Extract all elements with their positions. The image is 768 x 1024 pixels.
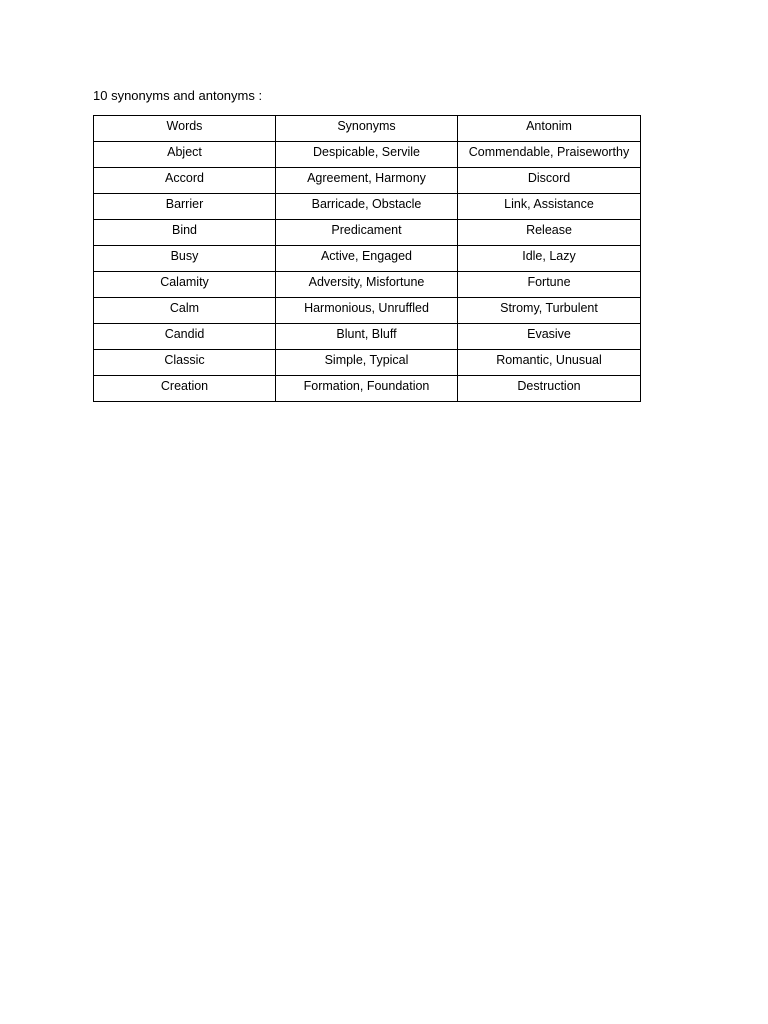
table-row [94, 246, 641, 272]
word-cell: Calm [94, 298, 276, 324]
table-header-row [94, 116, 641, 142]
antonyms-cell: Link, Assistance [458, 194, 641, 220]
antonyms-cell: Evasive [458, 324, 641, 350]
antonyms-cell: Romantic, Unusual [458, 350, 641, 376]
word-cell: Candid [94, 324, 276, 350]
antonyms-cell: Discord [458, 168, 641, 194]
synonyms-cell: Despicable, Servile [276, 142, 458, 168]
synonyms-cell: Harmonious, Unruffled [276, 298, 458, 324]
antonyms-cell: Stromy, Turbulent [458, 298, 641, 324]
table-row [94, 324, 641, 350]
antonyms-cell: Release [458, 220, 641, 246]
synonyms-cell: Active, Engaged [276, 246, 458, 272]
synonyms-antonyms-table [93, 115, 641, 402]
table-row [94, 298, 641, 324]
word-cell: Creation [94, 376, 276, 402]
antonyms-cell: Fortune [458, 272, 641, 298]
synonyms-cell: Predicament [276, 220, 458, 246]
word-cell: Abject [94, 142, 276, 168]
word-cell: Bind [94, 220, 276, 246]
synonyms-cell: Simple, Typical [276, 350, 458, 376]
antonyms-cell: Commendable, Praiseworthy [458, 142, 641, 168]
word-cell: Classic [94, 350, 276, 376]
table-row [94, 376, 641, 402]
synonyms-cell: Adversity, Misfortune [276, 272, 458, 298]
document-title: 10 synonyms and antonyms : [93, 88, 263, 103]
table-row [94, 142, 641, 168]
table-row [94, 220, 641, 246]
word-cell: Accord [94, 168, 276, 194]
header-antonim: Antonim [458, 116, 641, 142]
synonyms-cell: Barricade, Obstacle [276, 194, 458, 220]
word-cell: Calamity [94, 272, 276, 298]
table-row [94, 350, 641, 376]
header-synonyms: Synonyms [276, 116, 458, 142]
word-cell: Busy [94, 246, 276, 272]
table-row [94, 272, 641, 298]
synonyms-cell: Agreement, Harmony [276, 168, 458, 194]
table-row [94, 168, 641, 194]
synonyms-cell: Blunt, Bluff [276, 324, 458, 350]
antonyms-cell: Destruction [458, 376, 641, 402]
table-row [94, 194, 641, 220]
header-words: Words [94, 116, 276, 142]
antonyms-cell: Idle, Lazy [458, 246, 641, 272]
word-cell: Barrier [94, 194, 276, 220]
synonyms-cell: Formation, Foundation [276, 376, 458, 402]
